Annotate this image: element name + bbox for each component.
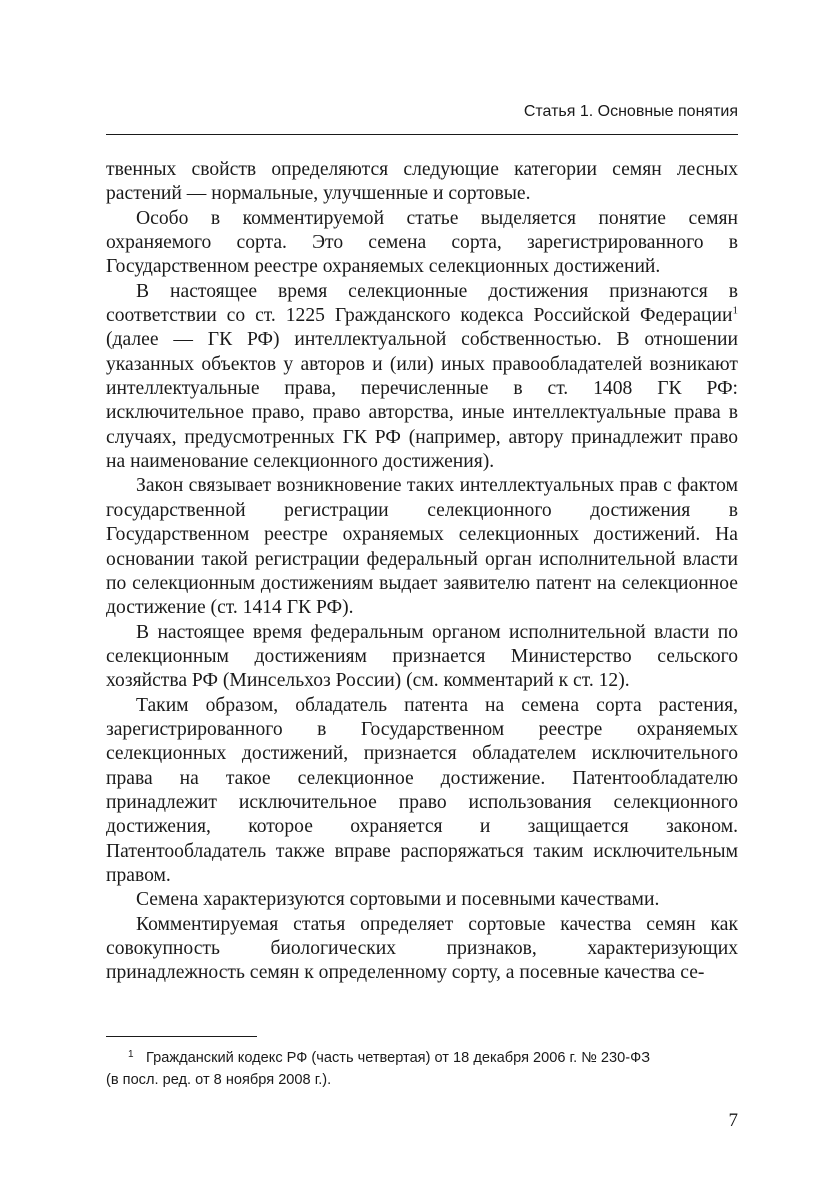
paragraph: Таким образом, обладатель патента на семена сорта растения, зарегистрированного в Государственном реестре охраняемых селекционных достижений, признается обладателем исключительного права на такое селекционное достижение. Патентообладателю принадлежит исключительное право использования селекционного достижения, которое охраняется и защищается законом. Патентообладатель также вправе распоряжаться таким исключительным правом. [106,694,738,886]
body-text [106,158,738,986]
paragraph-text: (далее — ГК РФ) интеллектуальной собственностью. В отношении указанных объектов у авторов и (или) иных правообладателей возникают интеллектуальные права, перечисленные в ст. 1408 ГК РФ: исключительное право, право авторства, иные интеллектуальные права в случаях, предусмотренных ГК РФ (например, автору принадлежит право на наименование селекционного достижения). [106,329,738,473]
page-number: 7 [728,1110,738,1131]
paragraph: Закон связывает возникновение таких интеллектуальных прав с фактом государственной регистрации селекционного достижения в Государственном реестре охраняемых селекционных достижений. На основании такой регистрации федеральный орган исполнительной власти по селекционным достижениям выдает заявителю патент на селекционное достижение (ст. 1414 ГК РФ). [106,475,738,619]
paragraph: Комментируемая статья определяет сортовые качества семян как совокупность биологических признаков, характеризующих принадлежность семян к определенному сорту, а посевные качества се- [106,913,738,984]
paragraph: Семена характеризуются сортовыми и посевными качествами. [136,889,660,911]
paragraph: В настоящее время федеральным органом исполнительной власти по селекционным достижениям признается Министерство сельского хозяйства РФ (Минсельхоз России) (см. комментарий к ст. 12). [106,621,738,692]
paragraph: Особо в комментируемой статье выделяется понятие семян охраняемого сорта. Это семена сорта, зарегистрированного в Государственном реестре охраняемых селекционных достижений. [106,207,738,278]
footnote-rule [106,1036,257,1037]
footnote-number: 1 [128,1049,134,1060]
footnote-text: Гражданский кодекс РФ (часть четвертая) от 18 декабря 2006 г. № 230-ФЗ [146,1050,651,1066]
running-head: Статья 1. Основные понятия [523,103,738,120]
paragraph-text: В настоящее время селекционные достижения признаются в соответствии со ст. 1225 Гражданского кодекса Российской Федерации [106,280,738,327]
paragraph-with-footnote-ref [106,280,738,475]
footnote-text: (в посл. ред. от 8 ноября 2008 г.). [106,1072,332,1088]
header-rule [106,134,738,135]
footnote-reference[interactable]: 1 [732,304,738,317]
paragraph-continuation: твенных свойств определяются следующие категории семян лесных растений — нормальные, улучшенные и сортовые. [106,159,738,205]
footnote [106,1047,738,1091]
